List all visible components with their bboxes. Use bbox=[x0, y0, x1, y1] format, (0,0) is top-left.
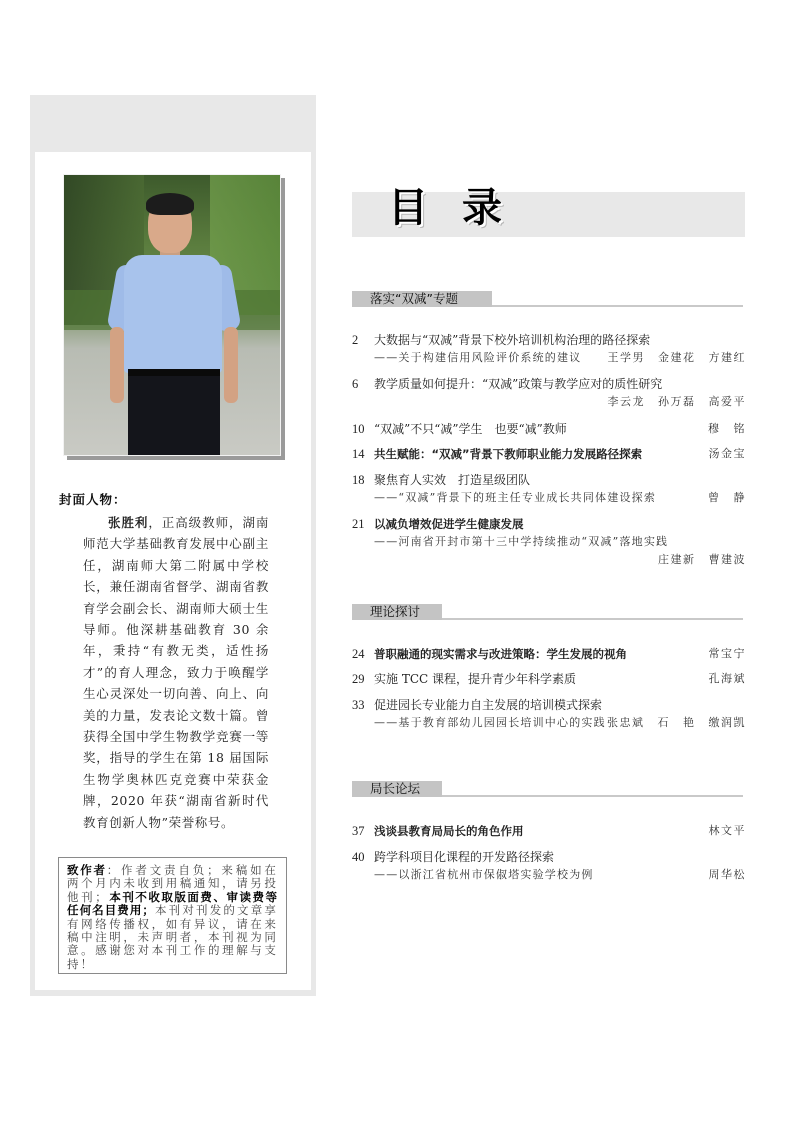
toc-title: 教学质量如何提升：“双减”政策与教学应对的质性研究 bbox=[374, 377, 663, 391]
toc-item[interactable] bbox=[352, 420, 746, 438]
toc-subtitle: ——基于教育部幼儿园园长培训中心的实践 bbox=[374, 716, 606, 729]
toc-title: 大数据与“双减”背景下校外培训机构治理的路径探索 bbox=[374, 333, 651, 347]
toc-subtitle: ——河南省开封市第十三中学持续推动“双减”落地实践 bbox=[374, 535, 669, 548]
cover-person-panel bbox=[30, 95, 316, 996]
toc-authors: 汤金宝 bbox=[708, 447, 746, 460]
cover-person-label: 封面人物： bbox=[59, 492, 127, 507]
toc-title: 共生赋能：“双减”背景下教师职业能力发展路径探索 bbox=[374, 447, 643, 461]
toc-item[interactable] bbox=[352, 822, 746, 840]
toc-page: 6 bbox=[352, 377, 359, 391]
toc-authors: 常宝宁 bbox=[708, 647, 746, 660]
section-label: 落实“双减”专题 bbox=[352, 291, 492, 307]
toc-title: 跨学科项目化课程的开发路径探索 bbox=[374, 850, 555, 864]
toc-authors: 曾 静 bbox=[708, 491, 746, 504]
notice-bold: 本刊不收取版面费、审读费等任何名目费用； bbox=[67, 889, 278, 918]
toc-item[interactable] bbox=[352, 696, 746, 732]
bio-text: ，正高级教师，湖南师范大学基础教育发展中心副主任，湖南师大第二附属中学校长，兼任湖南省督学、湖南省教育学会副会长、湖南师大硕士生导师。他深耕基础教育 30 余年，秉持“有教无类，适性扬才”的育人理念，致力于唤醒学生心灵深处一切向善、向上、向美的力量，发表论文数十篇。曾获得全国中学生物教学竞赛一等奖，指导的学生在第 18 届国际生物学奥林匹克竞赛中荣获金牌，2020 年获“湖南省新时代教育创新人物”荣誉称号。 bbox=[83, 515, 269, 830]
cover-person-card bbox=[35, 152, 311, 990]
toc-subtitle: ——关于构建信用风险评价系统的建议 bbox=[374, 351, 582, 364]
cover-person-photo bbox=[63, 174, 281, 456]
toc-authors: 李云龙 孙万磊 高爱平 bbox=[607, 395, 746, 408]
toc-authors: 王学男 金建花 方建红 bbox=[607, 351, 746, 364]
toc-item[interactable] bbox=[352, 645, 746, 663]
toc-item[interactable] bbox=[352, 515, 746, 569]
toc-page: 14 bbox=[352, 447, 365, 461]
toc-authors: 林文平 bbox=[708, 824, 746, 837]
author-notice-box bbox=[58, 857, 287, 974]
toc-subtitle: ——“双减”背景下的班主任专业成长共同体建设探索 bbox=[374, 491, 657, 504]
section-header-director-forum bbox=[352, 781, 743, 797]
toc-page: 21 bbox=[352, 517, 365, 531]
bio-name: 张胜利 bbox=[108, 515, 149, 530]
toc-title: 普职融通的现实需求与改进策略：学生发展的视角 bbox=[374, 647, 627, 661]
toc-page: 24 bbox=[352, 647, 365, 661]
toc-title: 聚焦育人实效 打造星级团队 bbox=[374, 473, 531, 487]
cover-person-bio bbox=[83, 512, 269, 833]
toc-page: 2 bbox=[352, 333, 359, 347]
toc-title: 实施 TCC 课程，提升青少年科学素质 bbox=[374, 672, 576, 686]
section-header-double-reduction bbox=[352, 291, 743, 307]
toc-page: 18 bbox=[352, 473, 365, 487]
cover-person-photo-frame bbox=[63, 174, 281, 456]
toc-authors: 孔海斌 bbox=[708, 672, 746, 685]
toc-page: 33 bbox=[352, 698, 365, 712]
toc-authors: 穆 铭 bbox=[708, 422, 746, 435]
toc-page: 37 bbox=[352, 824, 365, 838]
toc-subtitle: ——以浙江省杭州市保俶塔实验学校为例 bbox=[374, 868, 594, 881]
toc-item[interactable] bbox=[352, 848, 746, 884]
notice-lead: 致作者 bbox=[67, 863, 107, 877]
section-label: 理论探讨 bbox=[352, 604, 442, 620]
toc-title: 促进园长专业能力自主发展的培训模式探索 bbox=[374, 698, 603, 712]
toc-title: “双减”不只“减”学生 也要“减”教师 bbox=[374, 422, 567, 436]
toc-authors: 周华松 bbox=[708, 868, 746, 881]
notice-part2: 本刊对刊发的文章享有网络传播权，如有异议，请在来稿中注明，未声明者，本刊视为同意。感谢您对本刊工作的理解与支持！ bbox=[67, 903, 278, 971]
toc-title: 以减负增效促进学生健康发展 bbox=[374, 517, 524, 531]
section-header-theory bbox=[352, 604, 743, 620]
page-title: 目录 bbox=[388, 185, 536, 231]
toc-item[interactable] bbox=[352, 331, 746, 367]
notice-part1: ：作者文责自负；来稿如在两个月内未收到用稿通知，请另投他刊； bbox=[67, 863, 279, 904]
toc-page: 29 bbox=[352, 672, 365, 686]
section-label: 局长论坛 bbox=[352, 781, 442, 797]
toc-page: 40 bbox=[352, 850, 365, 864]
toc-item[interactable] bbox=[352, 471, 746, 507]
toc-item[interactable] bbox=[352, 375, 746, 411]
toc-item[interactable] bbox=[352, 445, 746, 463]
toc-authors: 庄建新 曹建波 bbox=[658, 553, 746, 566]
toc-page: 10 bbox=[352, 422, 365, 436]
toc-item[interactable] bbox=[352, 670, 746, 688]
toc-title: 浅谈县教育局局长的角色作用 bbox=[374, 824, 524, 838]
toc-authors: 张忠斌 石 艳 缴润凯 bbox=[607, 716, 746, 729]
